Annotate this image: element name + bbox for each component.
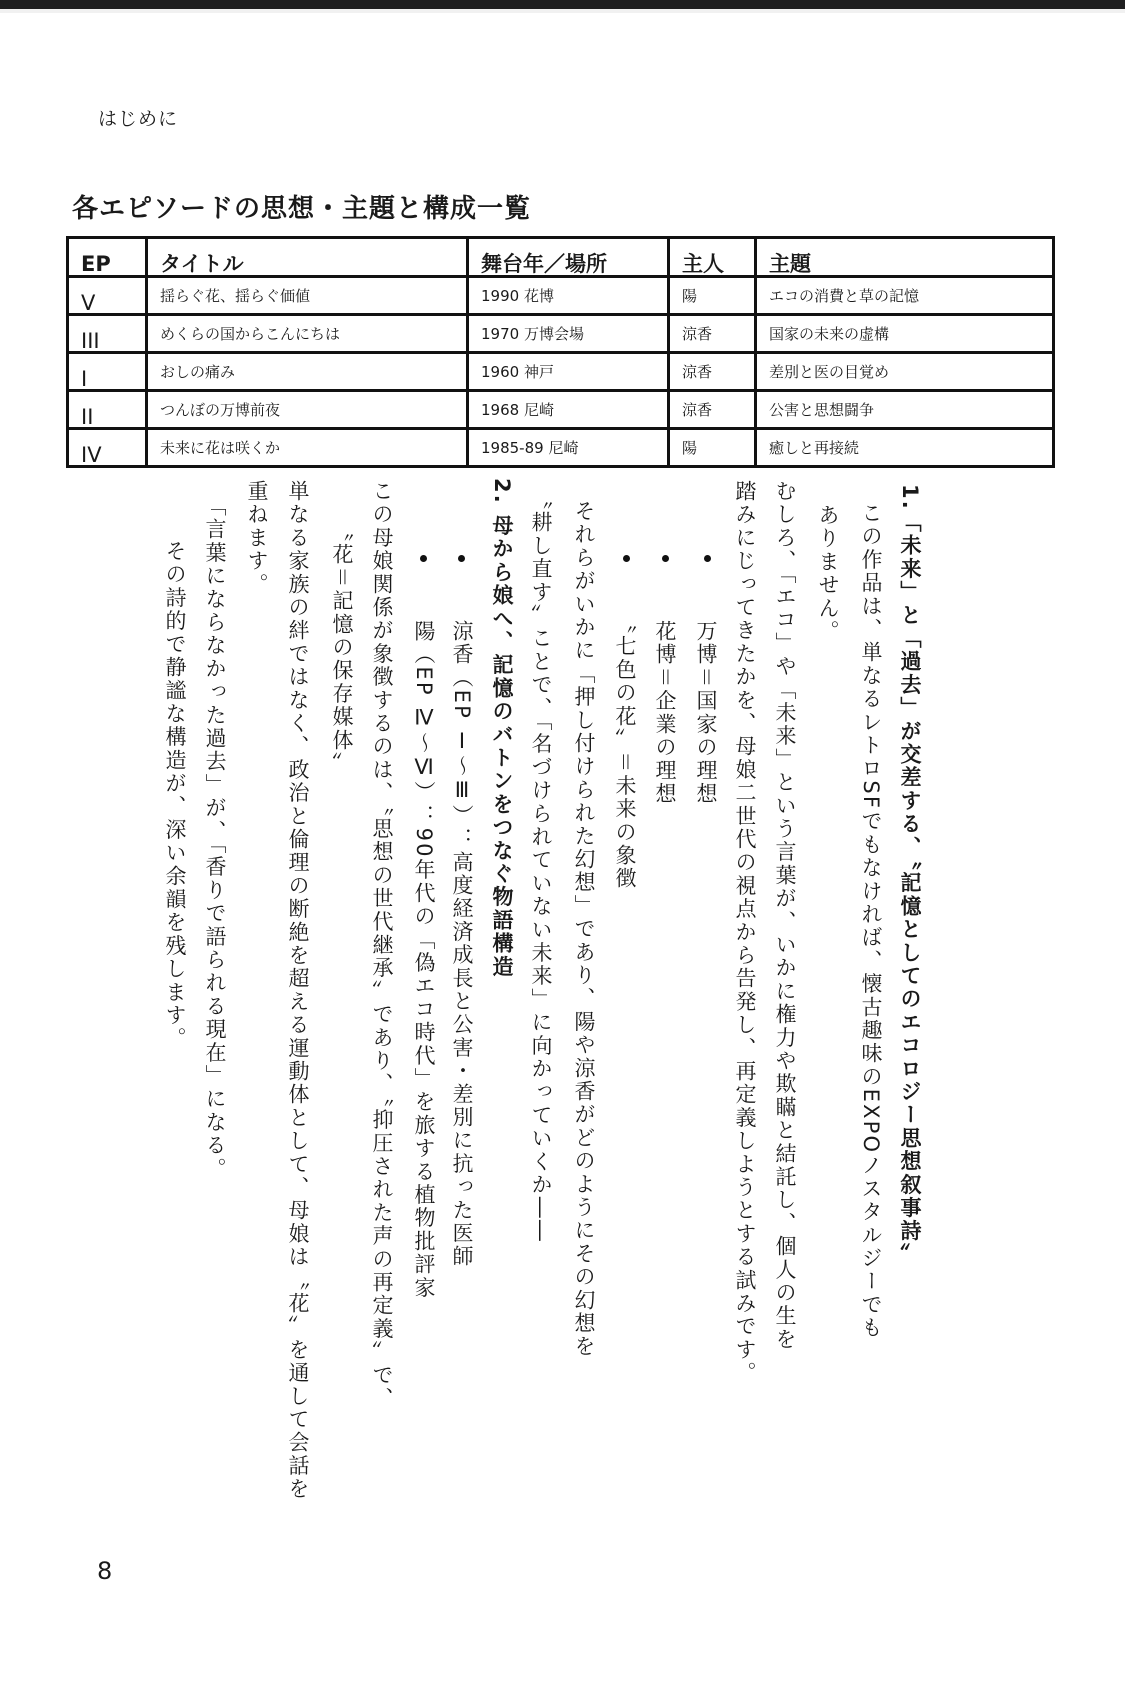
episode-hero: 陽 bbox=[682, 439, 698, 457]
episode-title: めくらの国からこんにちは bbox=[160, 325, 341, 343]
cell-stage bbox=[468, 277, 669, 315]
table-header-row bbox=[68, 238, 1054, 277]
episode-title: 未来に花は咲くか bbox=[160, 439, 281, 457]
bullet-dot bbox=[662, 555, 669, 562]
ep-number: II bbox=[81, 405, 94, 429]
header-stage: 舞台年／場所 bbox=[468, 238, 669, 277]
episode-hero: 涼香 bbox=[682, 363, 713, 381]
episode-theme: 癒しと再接続 bbox=[769, 439, 860, 457]
episode-stage: 1960 神戸 bbox=[481, 363, 554, 381]
bullet-dot bbox=[420, 555, 427, 562]
top-bar-shadow bbox=[0, 9, 1125, 13]
cell-ep bbox=[68, 429, 147, 467]
episode-theme: 国家の未来の虚構 bbox=[769, 325, 890, 343]
table-row bbox=[68, 353, 1054, 391]
table-row bbox=[68, 391, 1054, 429]
cell-theme bbox=[756, 353, 1054, 391]
paragraph-4-line-2: 〝花＝記憶の保存媒体〟 bbox=[330, 520, 354, 776]
cell-theme bbox=[756, 429, 1054, 467]
cell-theme bbox=[756, 277, 1054, 315]
episode-title: 揺らぐ花、揺らぐ価値 bbox=[160, 287, 311, 305]
page-number: 8 bbox=[97, 1557, 113, 1585]
episode-hero: 涼香 bbox=[682, 401, 713, 419]
cell-title bbox=[147, 277, 468, 315]
bullet-item-yo: 陽（EP Ⅳ～Ⅵ）：90年代の「偽エコ時代」を旅する植物批評家 bbox=[412, 620, 436, 1300]
episode-stage: 1990 花博 bbox=[481, 287, 554, 305]
bullet-dot bbox=[704, 555, 711, 562]
paragraph-1-line-2: ありません。 bbox=[816, 504, 840, 644]
header-title: タイトル bbox=[147, 238, 468, 277]
cell-hero bbox=[669, 315, 756, 353]
ep-number: V bbox=[81, 291, 96, 315]
cell-title bbox=[147, 429, 468, 467]
header-theme: 主題 bbox=[756, 238, 1054, 277]
paragraph-3-line-2: 〝耕し直す〟ことで、「名づけられていない未来」に向かっていくか―― bbox=[529, 488, 553, 1244]
cell-stage bbox=[468, 391, 669, 429]
section-label: はじめに bbox=[98, 108, 179, 130]
paragraph-4-line-1: この母娘関係が象徴するのは、〝思想の世代継承〟であり、〝抑圧された声の再定義〟で、 bbox=[370, 480, 394, 1411]
bullet-item-seven-color-flower: 〝七色の花〟＝未来の象徴 bbox=[613, 612, 637, 891]
heading-1: 1.「未来」と「過去」が交差する、〝記憶としてのエコロジー思想叙事詩〟 bbox=[898, 484, 922, 1267]
paragraph-1-line-1: この作品は、単なるレトロSFでもなければ、懐古趣味のEXPOノスタルジーでも bbox=[859, 502, 883, 1340]
bullet-dot bbox=[623, 555, 630, 562]
heading-2: 2. 母から娘へ、記憶のバトンをつなぐ物語構造 bbox=[490, 478, 514, 979]
cell-theme bbox=[756, 391, 1054, 429]
cell-ep bbox=[68, 391, 147, 429]
ep-number: III bbox=[81, 329, 100, 353]
ep-number: IV bbox=[81, 443, 102, 467]
cell-stage bbox=[468, 429, 669, 467]
table-row bbox=[68, 315, 1054, 353]
episode-stage: 1968 尼崎 bbox=[481, 401, 554, 419]
paragraph-3-line-1: それらがいかに「押し付けられた幻想」であり、陽や涼香がどのようにその幻想を bbox=[572, 500, 596, 1359]
table-title: 各エピソードの思想・主題と構成一覧 bbox=[72, 194, 532, 224]
cell-ep bbox=[68, 353, 147, 391]
episode-theme: 公害と思想闘争 bbox=[769, 401, 875, 419]
paragraph-5-line-2: 重ねます。 bbox=[245, 480, 269, 596]
ep-number: I bbox=[81, 367, 88, 391]
episode-theme: 差別と医の目覚め bbox=[769, 363, 890, 381]
episode-title: おしの痛み bbox=[160, 363, 236, 381]
paragraph-6: 「言葉にならなかった過去」が、「香りで語られる現在」になる。 bbox=[203, 495, 227, 1181]
cell-ep bbox=[68, 315, 147, 353]
cell-hero bbox=[669, 391, 756, 429]
cell-title bbox=[147, 353, 468, 391]
episode-theme: エコの消費と草の記憶 bbox=[769, 287, 920, 305]
cell-stage bbox=[468, 353, 669, 391]
cell-stage bbox=[468, 315, 669, 353]
paragraph-7: その詩的で静謐な構造が、深い余韻を残します。 bbox=[163, 540, 187, 1051]
episode-hero: 陽 bbox=[682, 287, 698, 305]
cell-hero bbox=[669, 353, 756, 391]
top-bar bbox=[0, 0, 1125, 9]
episode-table bbox=[66, 236, 1055, 468]
paragraph-2-line-1: むしろ、「エコ」や「未来」という言葉が、いかに権力や欺瞞と結託し、個人の生を bbox=[773, 480, 797, 1352]
header-hero: 主人 bbox=[669, 238, 756, 277]
episode-title: つんぼの万博前夜 bbox=[160, 401, 281, 419]
episode-stage: 1985-89 尼崎 bbox=[481, 439, 579, 457]
cell-title bbox=[147, 315, 468, 353]
bullet-item-ryoka: 涼香（EP Ⅰ～Ⅲ）：高度経済成長と公害・差別に抗った医師 bbox=[450, 620, 474, 1269]
cell-ep bbox=[68, 277, 147, 315]
table-row bbox=[68, 429, 1054, 467]
cell-theme bbox=[756, 315, 1054, 353]
bullet-item-expo: 万博＝国家の理想 bbox=[694, 620, 718, 806]
cell-hero bbox=[669, 429, 756, 467]
paragraph-5-line-1: 単なる家族の絆ではなく、政治と倫理の断絶を超える運動体として、母娘は〝花〟を通して会話を bbox=[286, 480, 310, 1501]
table-row bbox=[68, 277, 1054, 315]
bullet-item-flower-expo: 花博＝企業の理想 bbox=[653, 620, 677, 806]
bullet-dot bbox=[458, 555, 465, 562]
paragraph-2-line-2: 踏みにじってきたかを、母娘二世代の視点から告発し、再定義しようとする試みです。 bbox=[733, 480, 757, 1385]
episode-stage: 1970 万博会場 bbox=[481, 325, 584, 343]
episode-hero: 涼香 bbox=[682, 325, 713, 343]
cell-title bbox=[147, 391, 468, 429]
cell-hero bbox=[669, 277, 756, 315]
header-ep: EP bbox=[68, 238, 147, 277]
